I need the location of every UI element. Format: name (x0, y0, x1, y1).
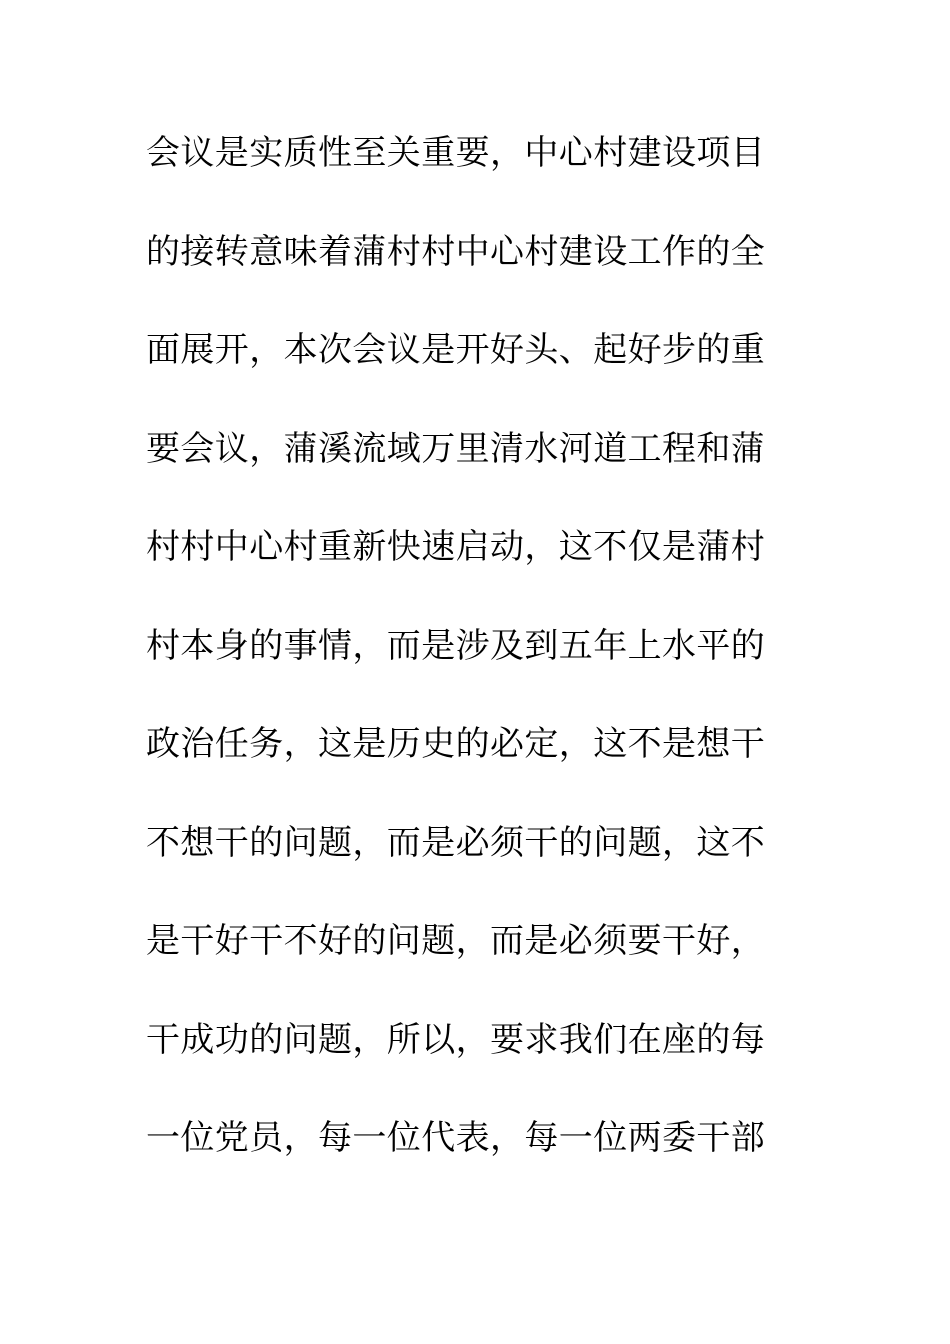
text-line: 不想干的问题，而是必须干的问题，这不 (146, 822, 766, 863)
text-line: 干成功的问题，所以，要求我们在座的每 (146, 1019, 766, 1060)
text-line: 的接转意味着蒲村村中心村建设工作的全 (146, 231, 766, 272)
body-text (146, 124, 806, 1208)
text-line: 是干好干不好的问题，而是必须要干好， (146, 921, 766, 961)
text-line: 要会议，蒲溪流域万里清水河道工程和蒲 (146, 428, 766, 469)
text-line: 面展开，本次会议是开好头、起好步的重 (146, 330, 766, 370)
text-line: 政治任务，这是历史的必定，这不是想干 (146, 724, 766, 764)
text-line: 村本身的事情，而是涉及到五年上水平的 (146, 625, 766, 666)
text-line: 一位党员，每一位代表，每一位两委干部 (146, 1118, 766, 1158)
text-line: 会议是实质性至关重要，中心村建设项目 (146, 133, 766, 173)
text-line: 村村中心村重新快速启动，这不仅是蒲村 (146, 527, 766, 567)
